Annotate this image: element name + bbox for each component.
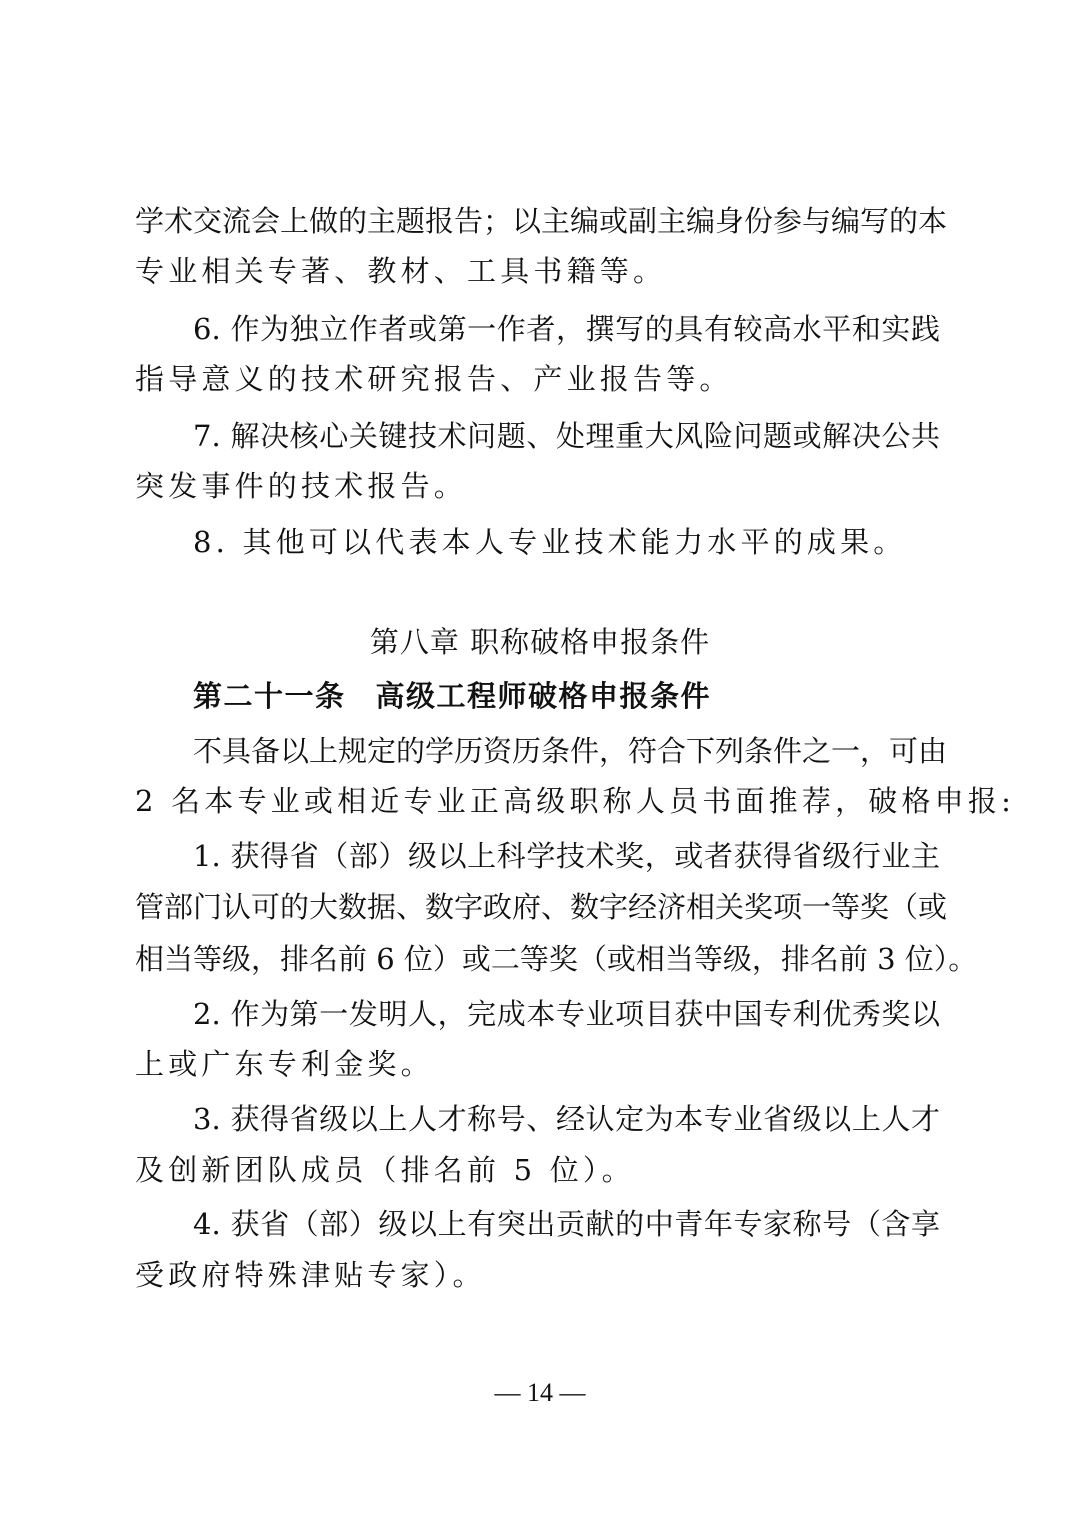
text-line: 学术交流会上做的主题报告；以主编或副主编身份参与编写的本	[135, 204, 948, 238]
text-line: 7. 解决核心关键技术问题、处理重大风险问题或解决公共	[193, 419, 940, 453]
text-line: 管部门认可的大数据、数字政府、数字经济相关奖项一等奖（或	[135, 890, 948, 924]
text-line: 专业相关专著、教材、工具书籍等。	[135, 254, 667, 288]
chapter-title: 第八章 职称破格申报条件	[369, 625, 711, 659]
text-line: 突发事件的技术报告。	[135, 469, 468, 503]
text-line: 上或广东专利金奖。	[135, 1047, 434, 1081]
text-line: 8. 其他可以代表本人专业技术能力水平的成果。	[193, 525, 907, 559]
text-line: 不具备以上规定的学历资历条件，符合下列条件之一，可由	[193, 734, 948, 768]
text-line: 受政府特殊津贴专家）。	[135, 1258, 486, 1292]
text-line: 相当等级，排名前 6 位）或二等奖（或相当等级，排名前 3 位）。	[135, 942, 978, 976]
article-heading	[193, 678, 711, 714]
article-number: 第二十一条	[193, 679, 346, 713]
text-line: 指导意义的技术研究报告、产业报告等。	[135, 362, 733, 396]
text-line: 4. 获省（部）级以上有突出贡献的中青年专家称号（含享	[193, 1207, 940, 1241]
text-line: 1. 获得省（部）级以上科学技术奖，或者获得省级行业主	[193, 839, 940, 873]
text-line: 2. 作为第一发明人，完成本专业项目获中国专利优秀奖以	[193, 997, 940, 1031]
text-line: 3. 获得省级以上人才称号、经认定为本专业省级以上人才	[193, 1102, 940, 1136]
text-line: 6. 作为独立作者或第一作者，撰写的具有较高水平和实践	[193, 312, 940, 346]
text-line: 及创新团队成员（排名前 5 位）。	[135, 1153, 635, 1187]
text-line: 2 名本专业或相近专业正高级职称人员书面推荐，破格申报:	[135, 784, 1016, 818]
article-title: 高级工程师破格申报条件	[375, 679, 712, 713]
page-number: — 14 —	[494, 1378, 586, 1407]
